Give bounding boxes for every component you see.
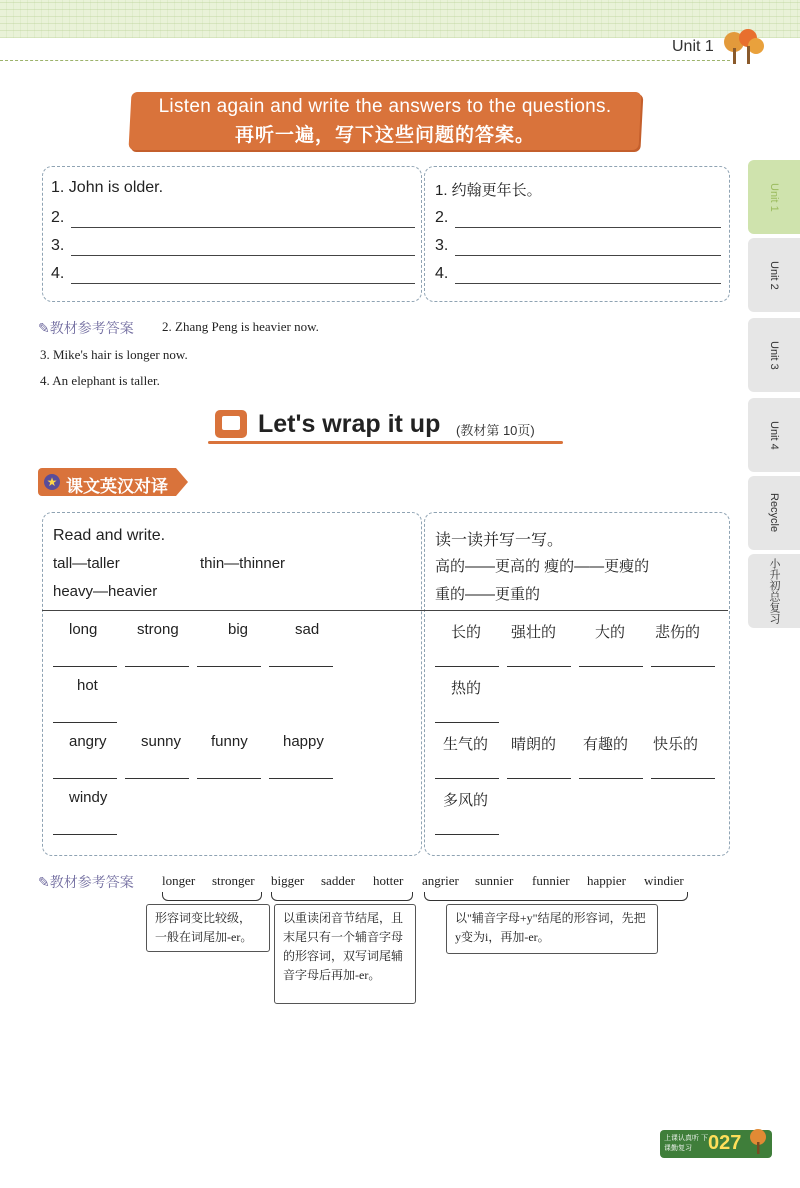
side-tab-unit2[interactable]: Unit 2: [768, 260, 780, 290]
example-thin: thin—thinner: [200, 555, 286, 572]
answer-1-zh: 1. 约翰更年长。: [435, 182, 542, 199]
section-title: Let's wrap it up: [258, 410, 441, 438]
word-windy: windy: [69, 789, 108, 806]
word-sunny: sunny: [141, 733, 182, 750]
note-general-rule: 形容词变比较级，一般在词尾加-er。: [146, 904, 270, 952]
side-tab-unit3[interactable]: Unit 3: [768, 340, 780, 370]
section-subtitle: (教材第 10页): [456, 423, 535, 438]
word-windy-zh: 多风的: [443, 792, 489, 809]
blank-hotter[interactable]: [53, 722, 117, 723]
blank-angrier[interactable]: [53, 778, 117, 779]
word-big: big: [228, 621, 249, 638]
unit-label: Unit 1: [672, 38, 714, 55]
answer-3-zh-number: 3.: [435, 237, 449, 254]
word-sad-zh: 悲伤的: [655, 624, 701, 641]
translation-tag-text: 课文英汉对译: [66, 477, 168, 496]
side-tab-review[interactable]: 小升初总复习: [768, 558, 780, 624]
page-number: 027: [708, 1132, 742, 1154]
series-slogan: 上课认真听 下课勤复习: [664, 1135, 708, 1152]
brace-group-3: [424, 892, 688, 901]
blank-longer[interactable]: [53, 666, 117, 667]
blank-stronger-zh[interactable]: [507, 666, 571, 667]
header-grid-pattern: [0, 0, 800, 38]
word-happy-zh: 快乐的: [653, 736, 699, 753]
pencil-icon: ✎: [38, 320, 50, 336]
word-long-zh: 长的: [451, 624, 482, 641]
answer-box-chinese: [424, 166, 730, 302]
blank-happier-zh[interactable]: [651, 778, 715, 779]
blank-funnier[interactable]: [197, 778, 261, 779]
answer-windier: windier: [644, 873, 684, 888]
answer-2-en-number: 2.: [51, 209, 65, 226]
blackboard-icon-inner: [222, 416, 240, 430]
reference-answer-3: 3. Mike's hair is longer now.: [40, 347, 188, 362]
tree-icon: [722, 28, 766, 64]
word-sunny-zh: 晴朗的: [511, 736, 557, 753]
blank-sadder-zh[interactable]: [651, 666, 715, 667]
blank-sunnier[interactable]: [125, 778, 189, 779]
word-hot: hot: [77, 677, 98, 694]
reference-label-1: ✎教材参考答案: [38, 320, 134, 336]
blank-funnier-zh[interactable]: [579, 778, 643, 779]
word-strong: strong: [137, 621, 179, 638]
star-icon: ★: [44, 474, 60, 490]
example-heavy: heavy—heavier: [53, 583, 158, 600]
blank-bigger[interactable]: [197, 666, 261, 667]
reference-answer-4: 4. An elephant is taller.: [40, 373, 160, 388]
answer-bigger: bigger: [271, 873, 305, 888]
word-long: long: [69, 621, 98, 638]
answer-happier: happier: [587, 873, 626, 888]
blank-sunnier-zh[interactable]: [507, 778, 571, 779]
readwrite-box-chinese: [424, 512, 730, 856]
example-line2-zh: 重的——更重的: [435, 586, 541, 603]
answer-1-en: 1. John is older.: [51, 179, 164, 196]
brace-group-1: [162, 892, 262, 901]
blank-windier-zh[interactable]: [435, 834, 499, 835]
readwrite-divider: [42, 610, 728, 611]
answer-sadder: sadder: [321, 873, 355, 888]
note-double-consonant: 以重读闭音节结尾，且末尾只有一个辅音字母的形容词，双写词尾辅音字母后再加-er。: [274, 904, 416, 1004]
side-tab-unit4[interactable]: Unit 4: [768, 420, 780, 450]
readwrite-box-english: [42, 512, 422, 856]
side-tab-unit1[interactable]: Unit 1: [768, 182, 780, 212]
word-angry: angry: [69, 733, 107, 750]
answer-hotter: hotter: [373, 873, 404, 888]
blank-longer-zh[interactable]: [435, 666, 499, 667]
blank-angrier-zh[interactable]: [435, 778, 499, 779]
answer-4-en-line[interactable]: [71, 283, 415, 284]
answer-2-zh-number: 2.: [435, 209, 449, 226]
side-tab-recycle[interactable]: Recycle: [768, 493, 780, 533]
reference-label-2: ✎教材参考答案: [38, 874, 134, 890]
reference-answer-2: 2. Zhang Peng is heavier now.: [162, 319, 319, 334]
word-big-zh: 大的: [595, 624, 626, 641]
banner-chinese: 再听一遍，写下这些问题的答案。: [234, 125, 535, 146]
answer-2-zh-line[interactable]: [455, 227, 721, 228]
brace-group-2: [271, 892, 413, 901]
blank-hotter-zh[interactable]: [435, 722, 499, 723]
blank-happier[interactable]: [269, 778, 333, 779]
word-hot-zh: 热的: [451, 680, 482, 697]
blank-sadder[interactable]: [269, 666, 333, 667]
answer-4-en-number: 4.: [51, 265, 65, 282]
answer-sunnier: sunnier: [475, 873, 514, 888]
readwrite-heading: Read and write.: [53, 527, 166, 544]
readwrite-heading-zh: 读一读并写一写。: [435, 532, 564, 549]
answer-3-zh-line[interactable]: [455, 255, 721, 256]
note-y-to-i: 以"辅音字母+y"结尾的形容词，先把y变为i，再加-er。: [446, 904, 658, 954]
pencil-icon: ✎: [38, 874, 50, 890]
banner-english: Listen again and write the answers to the questions.: [158, 96, 612, 117]
example-line1-zh: 高的——更高的 瘦的——更瘦的: [435, 558, 650, 575]
word-happy: happy: [283, 733, 324, 750]
answer-funnier: funnier: [532, 873, 570, 888]
answer-angrier: angrier: [422, 873, 459, 888]
answer-box-english: [42, 166, 422, 302]
blank-windier[interactable]: [53, 834, 117, 835]
word-strong-zh: 强壮的: [511, 624, 557, 641]
word-funny: funny: [211, 733, 248, 750]
answer-3-en-line[interactable]: [71, 255, 415, 256]
word-angry-zh: 生气的: [443, 736, 489, 753]
tree-icon: [748, 1128, 768, 1154]
word-funny-zh: 有趣的: [583, 736, 629, 753]
blank-stronger[interactable]: [125, 666, 189, 667]
answer-2-en-line[interactable]: [71, 227, 415, 228]
answer-3-en-number: 3.: [51, 237, 65, 254]
example-tall: tall—taller: [53, 555, 120, 572]
section-underline: [208, 441, 563, 444]
answer-4-zh-line[interactable]: [455, 283, 721, 284]
answer-longer: longer: [162, 873, 196, 888]
answer-stronger: stronger: [212, 873, 255, 888]
blank-bigger-zh[interactable]: [579, 666, 643, 667]
header-divider: [0, 60, 730, 62]
answer-4-zh-number: 4.: [435, 265, 449, 282]
word-sad: sad: [295, 621, 320, 638]
